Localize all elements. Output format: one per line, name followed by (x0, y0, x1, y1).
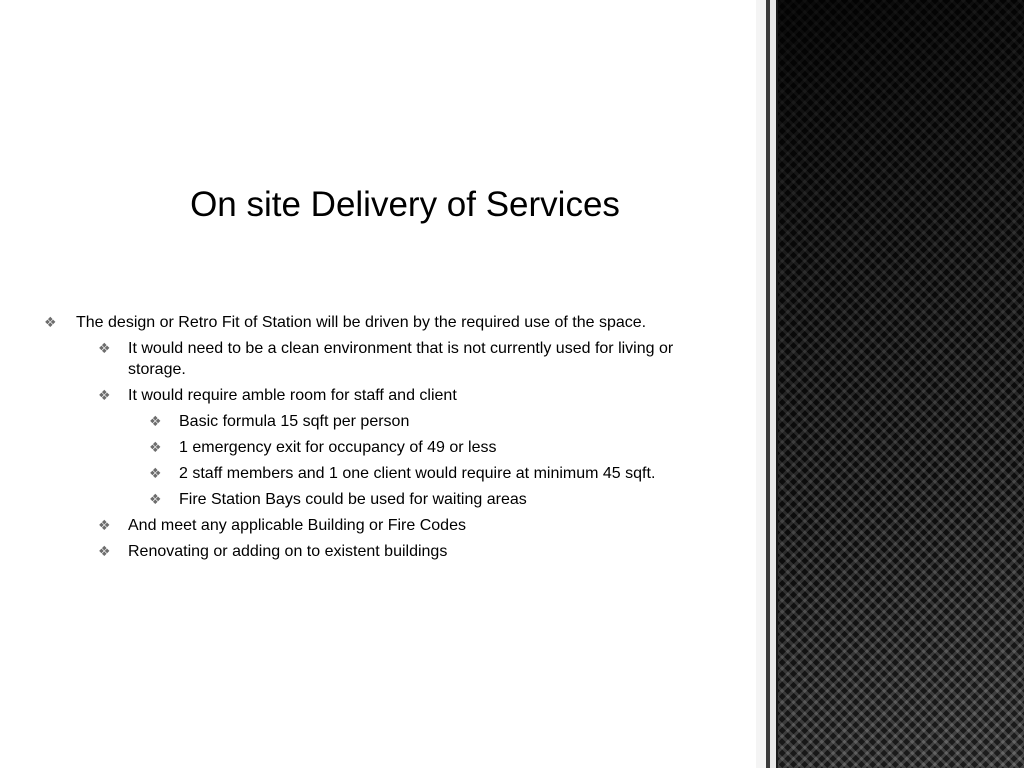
panel-divider (756, 0, 766, 768)
list-item-text: Fire Station Bays could be used for waiting areas (179, 491, 527, 508)
list-item (40, 541, 710, 562)
panel-divider (770, 0, 776, 768)
diamond-cluster-icon: ❖ (98, 543, 111, 559)
diamond-cluster-icon: ❖ (149, 491, 162, 507)
list-item (40, 385, 710, 406)
diamond-cluster-icon: ❖ (149, 465, 162, 481)
list-item-text: Basic formula 15 sqft per person (179, 413, 410, 430)
list-item (40, 338, 710, 380)
diamond-cluster-icon: ❖ (98, 387, 111, 403)
list-item-text: The design or Retro Fit of Station will be driven by the required use of the space. (76, 314, 647, 331)
list-item (40, 312, 710, 333)
list-item (40, 489, 710, 510)
panel-gradient-shade (778, 0, 1024, 768)
diamond-cluster-icon: ❖ (44, 314, 57, 330)
diamond-cluster-icon: ❖ (149, 413, 162, 429)
list-item (40, 411, 710, 432)
list-item-text: 2 staff members and 1 one client would require at minimum 45 sqft. (179, 465, 656, 482)
list-item-text: It would require amble room for staff and client (128, 387, 457, 404)
diamond-cluster-icon: ❖ (149, 439, 162, 455)
list-item-text: It would need to be a clean environment that is not currently used for living or storage. (128, 340, 674, 378)
list-item-text: And meet any applicable Building or Fire Codes (128, 517, 466, 534)
diamond-cluster-icon: ❖ (98, 517, 111, 533)
bullet-list (40, 312, 710, 567)
diamond-cluster-icon: ❖ (98, 340, 111, 356)
list-item (40, 515, 710, 536)
list-item (40, 463, 710, 484)
list-item-text: Renovating or adding on to existent buildings (128, 543, 448, 560)
list-item (40, 437, 710, 458)
slide-title: On site Delivery of Services (190, 185, 620, 224)
list-item-text: 1 emergency exit for occupancy of 49 or less (179, 439, 497, 456)
decorative-side-panel (756, 0, 1024, 768)
